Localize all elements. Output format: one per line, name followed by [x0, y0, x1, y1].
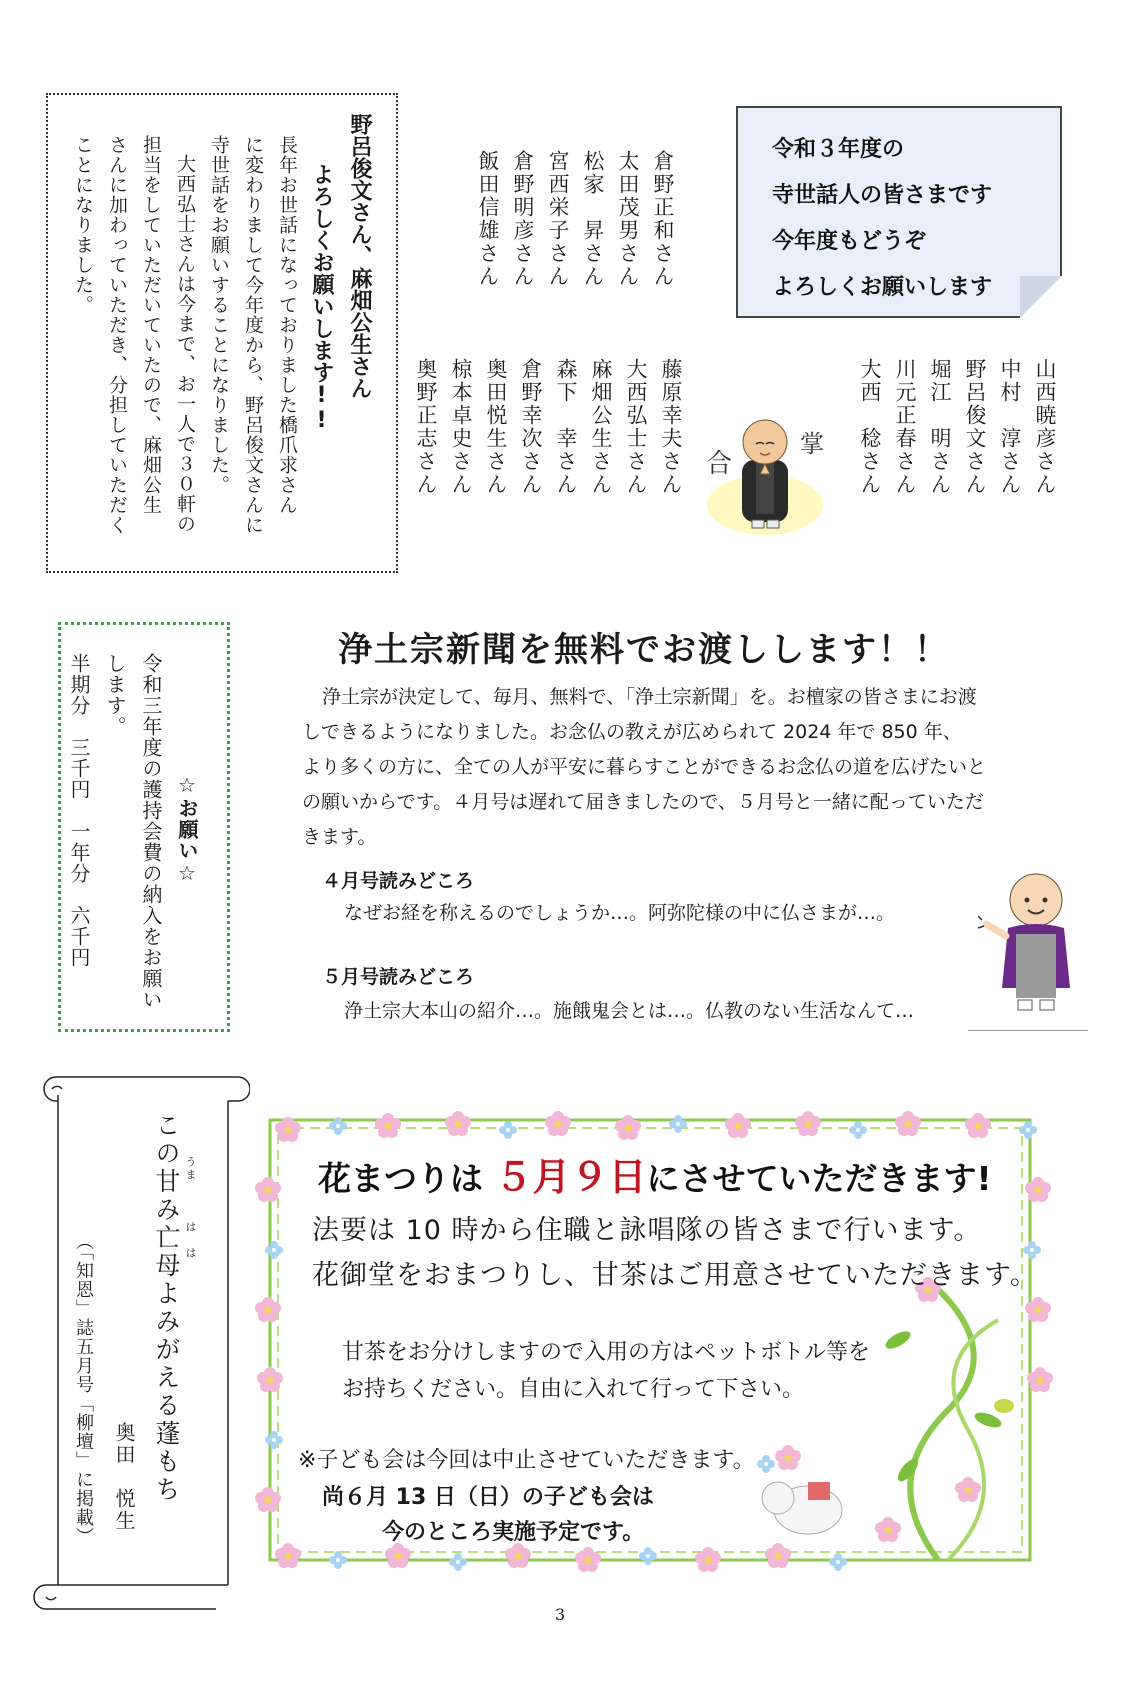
- dues-line: 令和三年度の護持会費の納入をお願い: [139, 653, 163, 1010]
- news-title: 浄土宗新聞を無料でお渡しします！！: [338, 630, 950, 670]
- festival-line: 法要は 10 時から住職と詠唱隊の皆さまで行います。: [312, 1215, 982, 1246]
- name-item: 倉野幸次さん: [519, 358, 543, 496]
- monk-gassho-illustration: [700, 400, 830, 540]
- kids-notice: 尚６月 13 日（日）の子ども会は: [322, 1485, 654, 1510]
- scroll-haiku: この甘み亡母よみがえる蓬もち: [152, 1112, 181, 1504]
- scroll-ruby: うま は は: [184, 1156, 197, 1260]
- name-item: 太田茂男さん: [616, 150, 640, 288]
- name-item: 宮西栄子さん: [546, 150, 570, 288]
- name-item: 川元正春さん: [893, 358, 917, 496]
- name-item: 麻畑公生さん: [589, 358, 613, 496]
- news-line: の願いからです。４月号は遅れて届きましたので、５月号と一緒に配っていただ: [302, 791, 984, 813]
- names-group-b: [408, 358, 688, 496]
- sticky-line: 寺世話人の皆さまです: [772, 183, 993, 208]
- festival-date: ５月９日: [494, 1155, 647, 1199]
- name-item: 松家 昇さん: [581, 150, 605, 288]
- notice-title-line1: 野呂俊文さん、麻畑公生さん: [347, 113, 372, 399]
- news-line: きます。: [302, 826, 377, 848]
- divider: [968, 1030, 1088, 1031]
- festival-title-pre: 花まつりは: [318, 1159, 483, 1198]
- notice-line: 長年お世話になっておりました橋爪求さん: [276, 135, 298, 515]
- names-group-a: [470, 150, 680, 288]
- name-item: 堀江 明さん: [928, 358, 952, 496]
- name-item: 山西暁彦さん: [1033, 358, 1057, 496]
- april-heading: ４月号読みどころ: [322, 870, 475, 892]
- name-item: 倉野正和さん: [651, 150, 675, 288]
- page-number: 3: [555, 1605, 566, 1624]
- news-line: しできるようになりました。お念仏の教えが広められて 2024 年で 850 年、: [302, 721, 962, 743]
- name-item: 飯田信雄さん: [476, 150, 500, 288]
- news-body: [302, 680, 1072, 855]
- dues-title: ☆お願い☆: [175, 773, 199, 886]
- notice-line: さんに加わっていただき、分担していただく: [106, 135, 128, 535]
- may-heading: ５月号読みどころ: [322, 966, 475, 988]
- notice-line: に変わりまして今年度から、野呂俊文さんに: [242, 135, 264, 535]
- scroll-author: 奥田 悦生: [112, 1422, 136, 1532]
- name-item: 大西弘士さん: [624, 358, 648, 496]
- news-line: 浄土宗が決定して、毎月、無料で、「浄土宗新聞」を。お檀家の皆さまにお渡: [322, 686, 977, 708]
- notice-line: 大西弘士さんは今まで、お一人で３０軒の: [174, 154, 196, 534]
- notice-title: [302, 113, 378, 433]
- dues-line: します。: [103, 653, 127, 737]
- notice-line: 担当をしていただいていたので、麻畑公生: [140, 135, 162, 515]
- dues-text: [61, 653, 205, 1010]
- name-item: 森下 幸さん: [554, 358, 578, 496]
- festival-line: 花御堂をおまつりし、甘茶はご用意させていただきます。: [312, 1260, 1038, 1291]
- april-text: なぜお経を称えるのでしょうか…。阿弥陀様の中に仏さまが…。: [344, 902, 896, 924]
- sticky-line: よろしくお願いします: [772, 275, 993, 300]
- sticky-line: 今年度もどうぞ: [772, 229, 927, 254]
- festival-title-post: にさせていただきます!: [646, 1159, 992, 1198]
- name-item: 大西 稔さん: [858, 358, 882, 496]
- svg-text:合: 合: [706, 449, 733, 479]
- dues-box: [58, 622, 230, 1032]
- sticky-note: [736, 106, 1062, 318]
- svg-text:掌: 掌: [800, 430, 824, 458]
- scroll-frame: [28, 1065, 250, 1610]
- name-item: 奥田悦生さん: [484, 358, 508, 496]
- notice-line: ことになりました。: [72, 135, 94, 315]
- dues-line: 半期分 三千円 一年分 六千円: [67, 653, 91, 968]
- festival-line: 甘茶をお分けしますので入用の方はペットボトル等を: [342, 1340, 871, 1365]
- notice-line: 寺世話をお願いすることになりました。: [208, 135, 230, 495]
- monk-pointing-illustration: [978, 866, 1088, 1018]
- sticky-line: 令和３年度の: [772, 137, 905, 162]
- name-item: 中村 淳さん: [998, 358, 1022, 496]
- name-item: 倉野明彦さん: [511, 150, 535, 288]
- kids-notice: 今のところ実施予定です。: [382, 1520, 645, 1545]
- name-item: 藤原幸夫さん: [659, 358, 683, 496]
- name-item: 奥野正志さん: [414, 358, 438, 496]
- kids-notice: ※子ども会は今回は中止させていただきます。: [298, 1448, 755, 1473]
- news-line: より多くの方に、全ての人が平安に暮らすことができるお念仏の道を広げたいと: [302, 756, 987, 778]
- festival-line: お持ちください。自由に入れて行って下さい。: [342, 1377, 805, 1402]
- scroll-source: （「知恩」誌五月号「柳壇」に掲載）: [73, 1232, 94, 1546]
- notice-box: [46, 93, 398, 573]
- sticky-fold-corner: [1020, 276, 1062, 318]
- festival-title: [318, 1146, 992, 1201]
- names-group-c: [852, 358, 1062, 496]
- notice-title-line2: よろしくお願いします!!: [309, 163, 334, 433]
- notice-body: [66, 135, 304, 535]
- name-item: 野呂俊文さん: [963, 358, 987, 496]
- may-text: 浄土宗大本山の紹介…。施餓鬼会とは…。仏教のない生活なんて…: [344, 1000, 915, 1022]
- name-item: 椋本卓史さん: [449, 358, 473, 496]
